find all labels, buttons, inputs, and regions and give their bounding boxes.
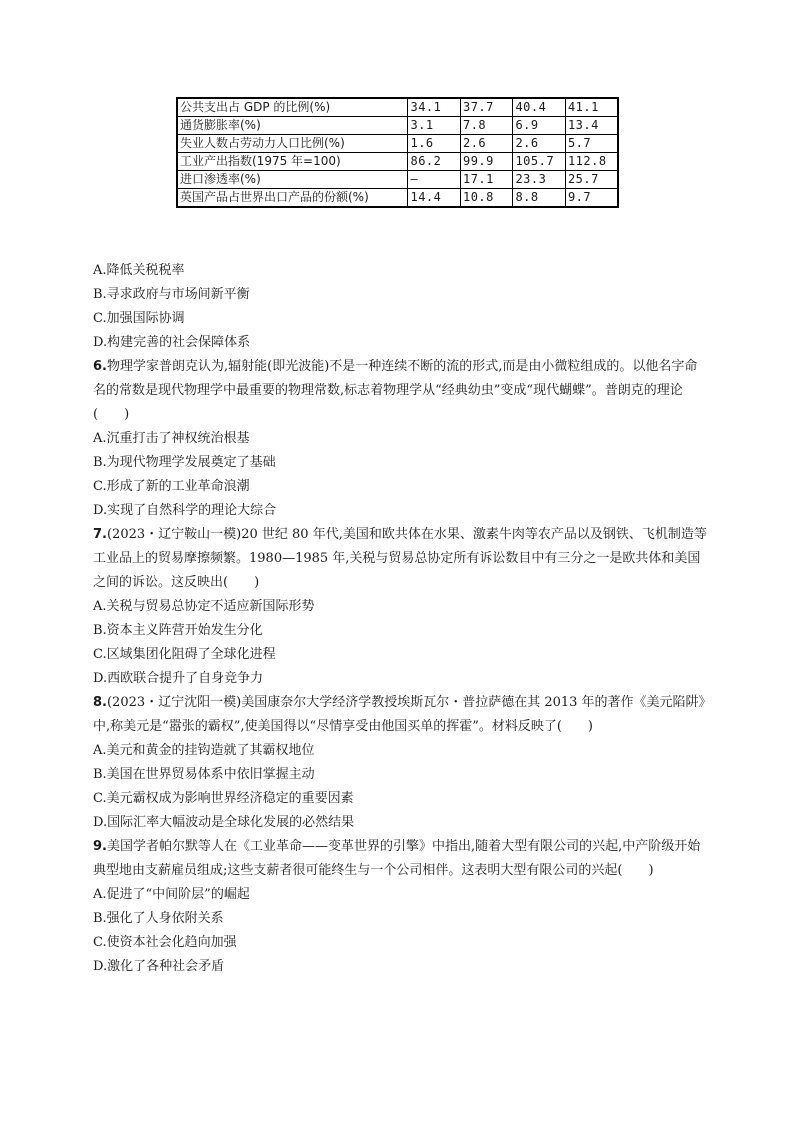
question-text: 美国学者帕尔默等人在《工业革命——变革世界的引擎》中指出,随着大型有限公司的兴起,中产阶级开始典型地由支薪雇员组成;这些支薪者很可能终生与一个公司相伴。这表明大型有限公司的兴起( ) [93, 839, 701, 878]
answer-option: C.使资本社会化趋向加强 [93, 935, 237, 950]
answer-option: D.实现了自然科学的理论大综合 [93, 503, 277, 518]
question-stem [93, 355, 708, 427]
table-cell: 1.6 [408, 135, 460, 153]
q5-option: B.寻求政府与市场间新平衡 [93, 287, 250, 302]
table-cell: 9.7 [565, 189, 618, 208]
table-cell: 7.8 [460, 117, 512, 135]
question-text: (2023・辽宁鞍山一模)20 世纪 80 年代,美国和欧共体在水果、激素牛肉等农产品以及钢铁、飞机制造等工业品上的贸易摩擦频繁。1980—1985 年,关税与贸易总协定所有诉讼数目中有三分之一是欧共体和美国之间的诉讼。这反映出( ) [93, 527, 707, 590]
table-cell: 8.8 [513, 189, 565, 208]
question-9 [93, 835, 708, 979]
table-cell: 99.9 [460, 153, 512, 171]
table-cell: 25.7 [565, 171, 618, 189]
question-stem [93, 691, 708, 739]
question-number: 6. [93, 359, 107, 374]
table-cell: 6.9 [513, 117, 565, 135]
table-cell: 34.1 [408, 98, 460, 117]
answer-option: D.激化了各种社会矛盾 [93, 959, 225, 974]
answer-option: A.沉重打击了神权统治根基 [93, 431, 250, 446]
answer-option: D.西欧联合提升了自身竞争力 [93, 671, 264, 686]
q5-option: D.构建完善的社会保障体系 [93, 335, 251, 350]
question-number: 9. [93, 839, 107, 854]
row-label: 通货膨胀率(%) [177, 117, 408, 135]
table-cell: 41.1 [565, 98, 618, 117]
answer-option: C.区域集团化阻碍了全球化进程 [93, 647, 276, 662]
table-row [177, 117, 618, 135]
question-7 [93, 523, 708, 691]
table-cell: 13.4 [565, 117, 618, 135]
answer-option: A.美元和黄金的挂钩造就了其霸权地位 [93, 743, 315, 758]
table-cell: 105.7 [513, 153, 565, 171]
answer-option: C.形成了新的工业革命浪潮 [93, 479, 250, 494]
answer-option: B.强化了人身依附关系 [93, 911, 224, 926]
q5-option: A.降低关税税率 [93, 263, 185, 278]
table-cell: 10.8 [460, 189, 512, 208]
row-label: 公共支出占 GDP 的比例(%) [177, 98, 408, 117]
question-number: 8. [93, 695, 107, 710]
question-text: (2023・辽宁沈阳一模)美国康奈尔大学经济学教授埃斯瓦尔・普拉萨德在其 2013 年的著作《美元陷阱》中,称美元是“嚣张的霸权”,使美国得以“尽情享受由他国买单的挥霍”。材料反映了( ) [93, 695, 706, 734]
table-cell: 5.7 [565, 135, 618, 153]
table-cell: — [408, 171, 460, 189]
table-cell: 17.1 [460, 171, 512, 189]
answer-option: C.美元霸权成为影响世界经济稳定的重要因素 [93, 791, 354, 806]
table-cell: 86.2 [408, 153, 460, 171]
answer-option: A.促进了“中间阶层”的崛起 [93, 887, 250, 902]
question-number: 7. [93, 527, 107, 542]
question-content [93, 259, 708, 979]
table-cell: 14.4 [408, 189, 460, 208]
q5-options [93, 259, 708, 355]
table-cell: 40.4 [513, 98, 565, 117]
table-cell: 3.1 [408, 117, 460, 135]
table-row [177, 135, 618, 153]
q5-option: C.加强国际协调 [93, 311, 185, 326]
question-stem [93, 523, 708, 595]
table-row [177, 98, 618, 117]
answer-option: D.国际汇率大幅波动是全球化发展的必然结果 [93, 815, 355, 830]
row-label: 失业人数占劳动力人口比例(%) [177, 135, 408, 153]
table-cell: 23.3 [513, 171, 565, 189]
row-label: 英国产品占世界出口产品的份额(%) [177, 189, 408, 208]
table-cell: 112.8 [565, 153, 618, 171]
table-cell: 2.6 [460, 135, 512, 153]
table-row [177, 171, 618, 189]
answer-option: B.资本主义阵营开始发生分化 [93, 623, 263, 638]
row-label: 进口渗透率(%) [177, 171, 408, 189]
question-text: 物理学家普朗克认为,辐射能(即光波能)不是一种连续不断的流的形式,而是由小微粒组成的。以他名字命名的常数是现代物理学中最重要的物理常数,标志着物理学从“经典幼虫”变成“现代蝴蝶”。普朗克的理论( ) [93, 359, 698, 422]
table-cell: 37.7 [460, 98, 512, 117]
row-label: 工业产出指数(1975 年=100) [177, 153, 408, 171]
statistics-table [176, 97, 619, 208]
question-8 [93, 691, 708, 835]
table-row [177, 153, 618, 171]
question-6 [93, 355, 708, 523]
answer-option: A.关税与贸易总协定不适应新国际形势 [93, 599, 315, 614]
question-stem [93, 835, 708, 883]
table-row [177, 189, 618, 208]
answer-option: B.为现代物理学发展奠定了基础 [93, 455, 276, 470]
table-cell: 2.6 [513, 135, 565, 153]
answer-option: B.美国在世界贸易体系中依旧掌握主动 [93, 767, 315, 782]
